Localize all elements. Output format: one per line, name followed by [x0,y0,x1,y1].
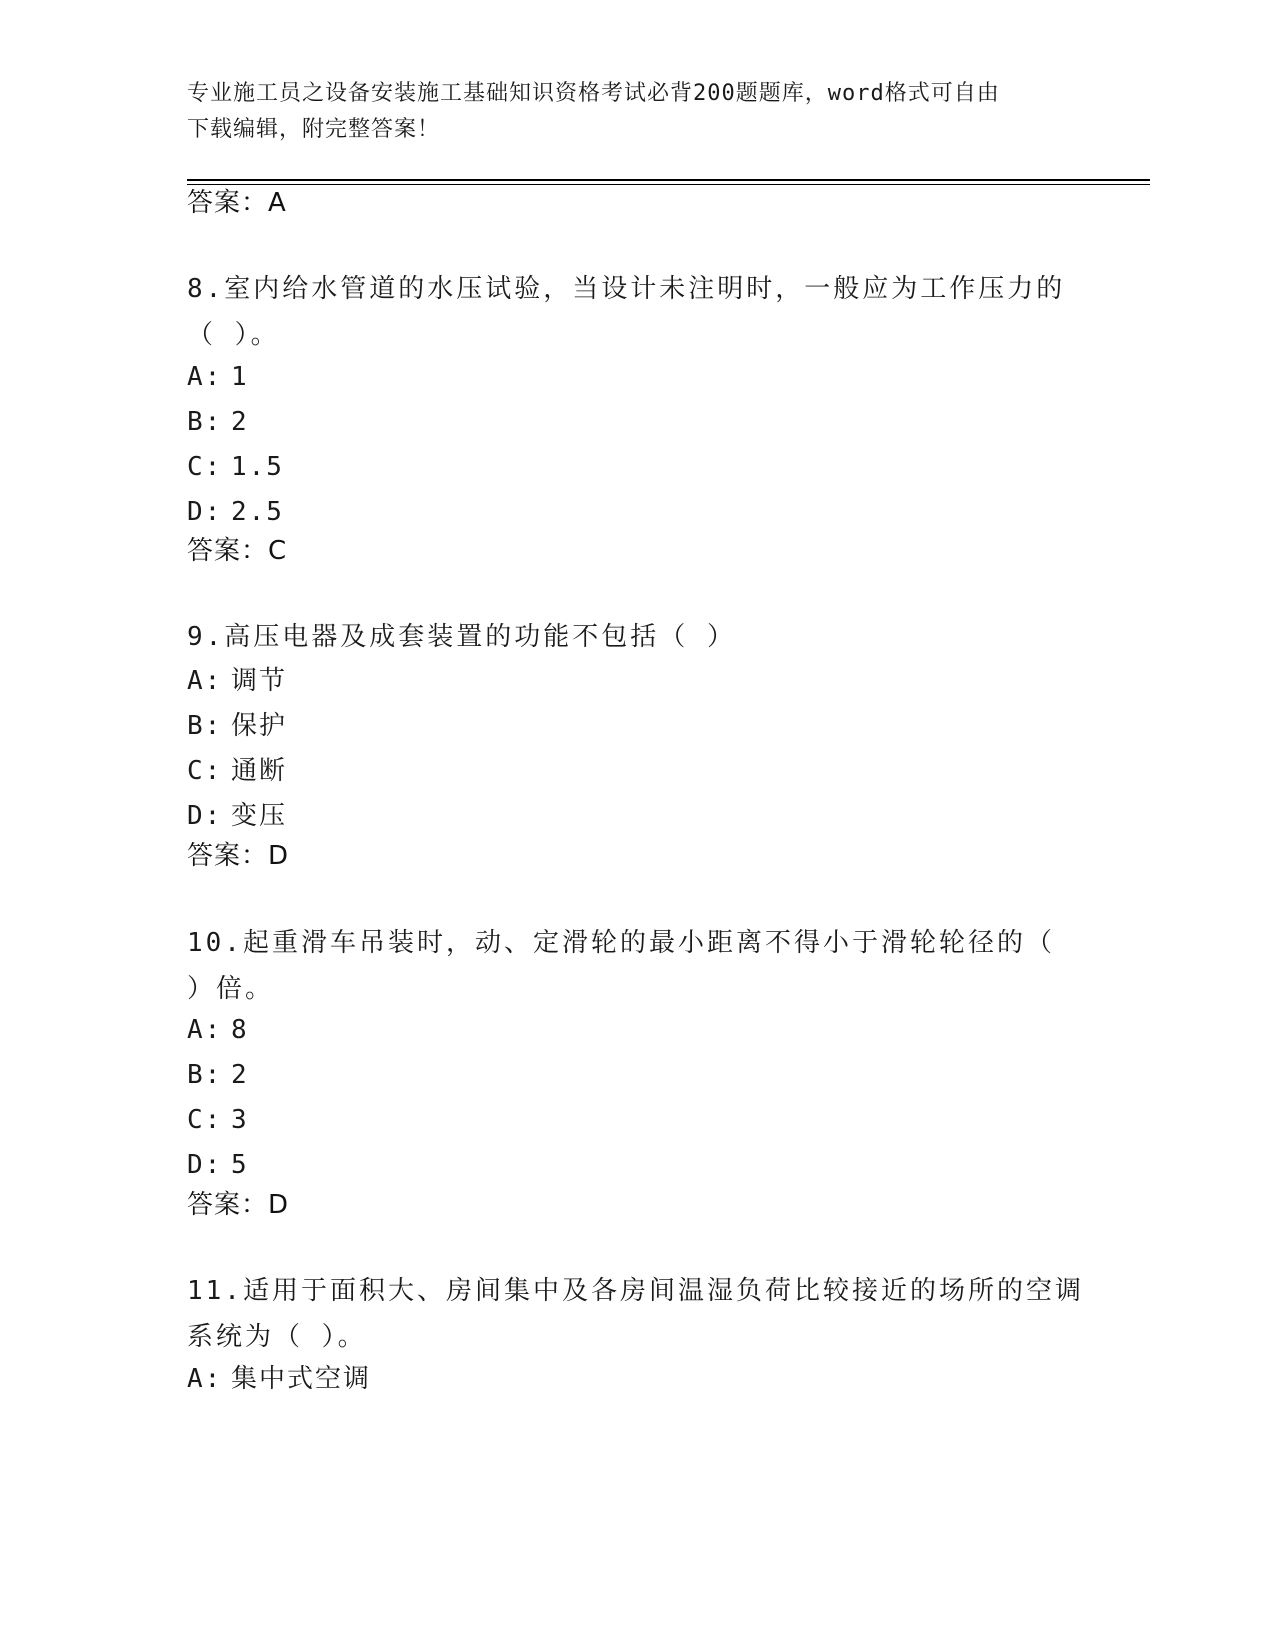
option-text: 集中式空调 [231,1364,372,1394]
option-key: A: [187,666,223,696]
header-line-1: 专业施工员之设备安装施工基础知识资格考试必背200题题库，word格式可自由 [187,81,1000,106]
option-text: 3 [231,1105,249,1135]
header-line-2: 下载编辑，附完整答案！ [187,117,441,142]
option-key: A: [187,1015,223,1045]
option-d [187,794,1087,839]
option-a [187,1008,1087,1053]
option-b [187,400,1087,445]
question-stem: 10.起重滑车吊装时，动、定滑轮的最小距离不得小于滑轮轮径的（ [187,928,1055,958]
option-a [187,355,1087,400]
option-key: A: [187,362,223,392]
option-text: 通断 [231,756,288,786]
option-c [187,749,1087,794]
question-stem: 9.高压电器及成套装置的功能不包括（ ） [187,622,736,652]
question-stem: 11.适用于面积大、房间集中及各房间温湿负荷比较接近的场所的空调 [187,1276,1084,1306]
option-b [187,704,1087,749]
option-text: 2 [231,407,249,437]
option-b [187,1053,1087,1098]
option-text: 1.5 [231,452,284,482]
option-key: B: [187,711,223,741]
option-text: 5 [231,1150,249,1180]
question-10 [187,920,1087,1012]
question-stem-cont: （ ）。 [187,320,280,350]
option-d [187,1143,1087,1188]
question-11-options [187,1357,1087,1402]
option-key: C: [187,452,223,482]
answer-line: 答案：D [187,1190,290,1220]
option-key: B: [187,407,223,437]
question-stem: 8.室内给水管道的水压试验，当设计未注明时，一般应为工作压力的 [187,274,1066,304]
option-key: C: [187,756,223,786]
option-text: 保护 [231,711,288,741]
option-text: 2 [231,1060,249,1090]
option-text: 8 [231,1015,249,1045]
option-key: B: [187,1060,223,1090]
option-a [187,1357,1087,1402]
option-a [187,659,1087,704]
option-c [187,1098,1087,1143]
document-header [187,76,1087,148]
question-11 [187,1268,1087,1360]
option-key: A: [187,1364,223,1394]
option-text: 2.5 [231,497,284,527]
question-stem-cont: 系统为（ ）。 [187,1322,367,1352]
option-c [187,445,1087,490]
question-9-options [187,659,1087,839]
question-9 [187,614,1087,660]
option-key: D: [187,497,223,527]
answer-line: 答案：D [187,841,290,871]
option-text: 1 [231,362,249,392]
option-text: 调节 [231,666,288,696]
option-key: D: [187,1150,223,1180]
option-key: C: [187,1105,223,1135]
header-divider-thick [187,179,1150,181]
answer-line: 答案：C [187,536,288,566]
option-d [187,490,1087,535]
answer-line: 答案：A [187,188,287,218]
question-8-options [187,355,1087,535]
option-text: 变压 [231,801,288,831]
question-8 [187,266,1087,358]
question-stem-cont: ）倍。 [187,974,275,1004]
question-10-options [187,1008,1087,1188]
option-key: D: [187,801,223,831]
